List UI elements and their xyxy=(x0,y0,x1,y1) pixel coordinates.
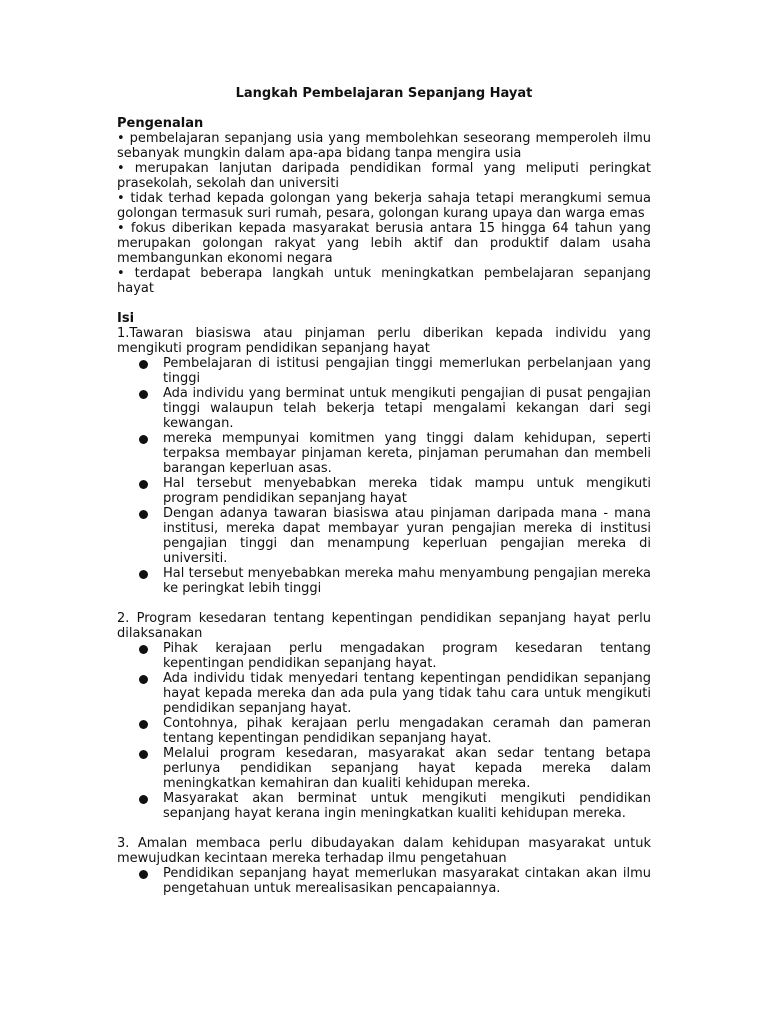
bullet-icon xyxy=(139,750,148,759)
intro-line: • tidak terhad kepada golongan yang bekerja sahaja tetapi merangkumi semua golongan termasuk suri rumah, pesara, golongan kurang upaya dan warga emas xyxy=(117,191,651,221)
intro-line: • fokus diberikan kepada masyarakat berusia antara 15 hingga 64 tahun yang merupakan golongan rakyat yang lebih aktif dan produktif dalam usaha membangunkan ekonomi negara xyxy=(117,221,651,266)
list-item xyxy=(117,716,651,746)
body-heading: Isi xyxy=(117,311,135,326)
section-lead: 3. Amalan membaca perlu dibudayakan dalam kehidupan masyarakat untuk mewujudkan kecintaan mereka terhadap ilmu pengetahuan xyxy=(117,836,651,866)
bullet-icon xyxy=(139,795,148,804)
spacer xyxy=(117,821,651,836)
bullet-icon xyxy=(139,510,148,519)
list-item xyxy=(117,506,651,566)
bullet-icon xyxy=(139,390,148,399)
list-item xyxy=(117,356,651,386)
bullet-icon xyxy=(139,645,148,654)
list-item-text: Hal tersebut menyebabkan mereka tidak mampu untuk mengikuti program pendidikan sepanjang hayat xyxy=(163,476,651,506)
intro-line: • merupakan lanjutan daripada pendidikan formal yang meliputi peringkat prasekolah, sekolah dan universiti xyxy=(117,161,651,191)
section-lead: 2. Program kesedaran tentang kepentingan pendidikan sepanjang hayat perlu dilaksanakan xyxy=(117,611,651,641)
list-item xyxy=(117,566,651,596)
list-item-text: Pembelajaran di istitusi pengajian tinggi memerlukan perbelanjaan yang tinggi xyxy=(163,356,651,386)
list-item-text: Masyarakat akan berminat untuk mengikuti mengikuti pendidikan sepanjang hayat kerana ingin meningkatkan kualiti kehidupan mereka. xyxy=(163,791,651,821)
document-title: Langkah Pembelajaran Sepanjang Hayat xyxy=(235,86,533,101)
list-item-text: Ada individu tidak menyedari tentang kepentingan pendidikan sepanjang hayat kepada mereka dan ada pula yang tidak tahu cara untuk mengikuti pendidikan sepanjang hayat. xyxy=(163,671,651,716)
list-item-text: Contohnya, pihak kerajaan perlu mengadakan ceramah dan pameran tentang kepentingan pendidikan sepanjang hayat. xyxy=(163,716,651,746)
list-item-text: Melalui program kesedaran, masyarakat akan sedar tentang betapa perlunya pendidikan sepanjang hayat kepada mereka dalam meningkatkan kemahiran dan kualiti kehidupan mereka. xyxy=(163,746,651,791)
bullet-icon xyxy=(139,675,148,684)
spacer xyxy=(117,596,651,611)
list-item xyxy=(117,431,651,476)
bullet-list xyxy=(117,356,651,596)
list-item-text: Pendidikan sepanjang hayat memerlukan masyarakat cintakan akan ilmu pengetahuan untuk merealisasikan pencapaiannya. xyxy=(163,866,651,896)
list-item-text: Dengan adanya tawaran biasiswa atau pinjaman daripada mana - mana institusi, mereka dapat membayar yuran pengajian mereka di institusi pengajian tinggi dan menampung keperluan pengajian mereka di universiti. xyxy=(163,506,651,566)
list-item xyxy=(117,791,651,821)
bullet-list xyxy=(117,641,651,821)
list-item-text: Pihak kerajaan perlu mengadakan program kesedaran tentang kepentingan pendidikan sepanjang hayat. xyxy=(163,641,651,671)
spacer xyxy=(117,296,651,311)
list-item-text: mereka mempunyai komitmen yang tinggi dalam kehidupan, seperti terpaksa membayar pinjaman kereta, pinjaman perumahan dan membeli barangan keperluan asas. xyxy=(163,431,651,476)
list-item xyxy=(117,746,651,791)
list-item xyxy=(117,671,651,716)
intro-line: • pembelajaran sepanjang usia yang membolehkan seseorang memperoleh ilmu sebanyak mungkin dalam apa-apa bidang tanpa mengira usia xyxy=(117,131,651,161)
intro-heading: Pengenalan xyxy=(117,116,204,131)
bullet-icon xyxy=(139,870,148,879)
section-lead: 1.Tawaran biasiswa atau pinjaman perlu diberikan kepada individu yang mengikuti program pendidikan sepanjang hayat xyxy=(117,326,651,356)
bullet-icon xyxy=(139,720,148,729)
intro-line: • terdapat beberapa langkah untuk meningkatkan pembelajaran sepanjang hayat xyxy=(117,266,651,296)
bullet-icon xyxy=(139,360,148,369)
bullet-icon xyxy=(139,435,148,444)
bullet-icon xyxy=(139,570,148,579)
bullet-icon xyxy=(139,480,148,489)
list-item-text: Hal tersebut menyebabkan mereka mahu menyambung pengajian mereka ke peringkat lebih tinggi xyxy=(163,566,651,596)
list-item-text: Ada individu yang berminat untuk mengikuti pengajian di pusat pengajian tinggi walaupun telah bekerja tetapi mengalami kekangan dari segi kewangan. xyxy=(163,386,651,431)
document-page xyxy=(117,86,651,896)
list-item xyxy=(117,641,651,671)
list-item xyxy=(117,866,651,896)
list-item xyxy=(117,386,651,431)
bullet-list xyxy=(117,866,651,896)
list-item xyxy=(117,476,651,506)
